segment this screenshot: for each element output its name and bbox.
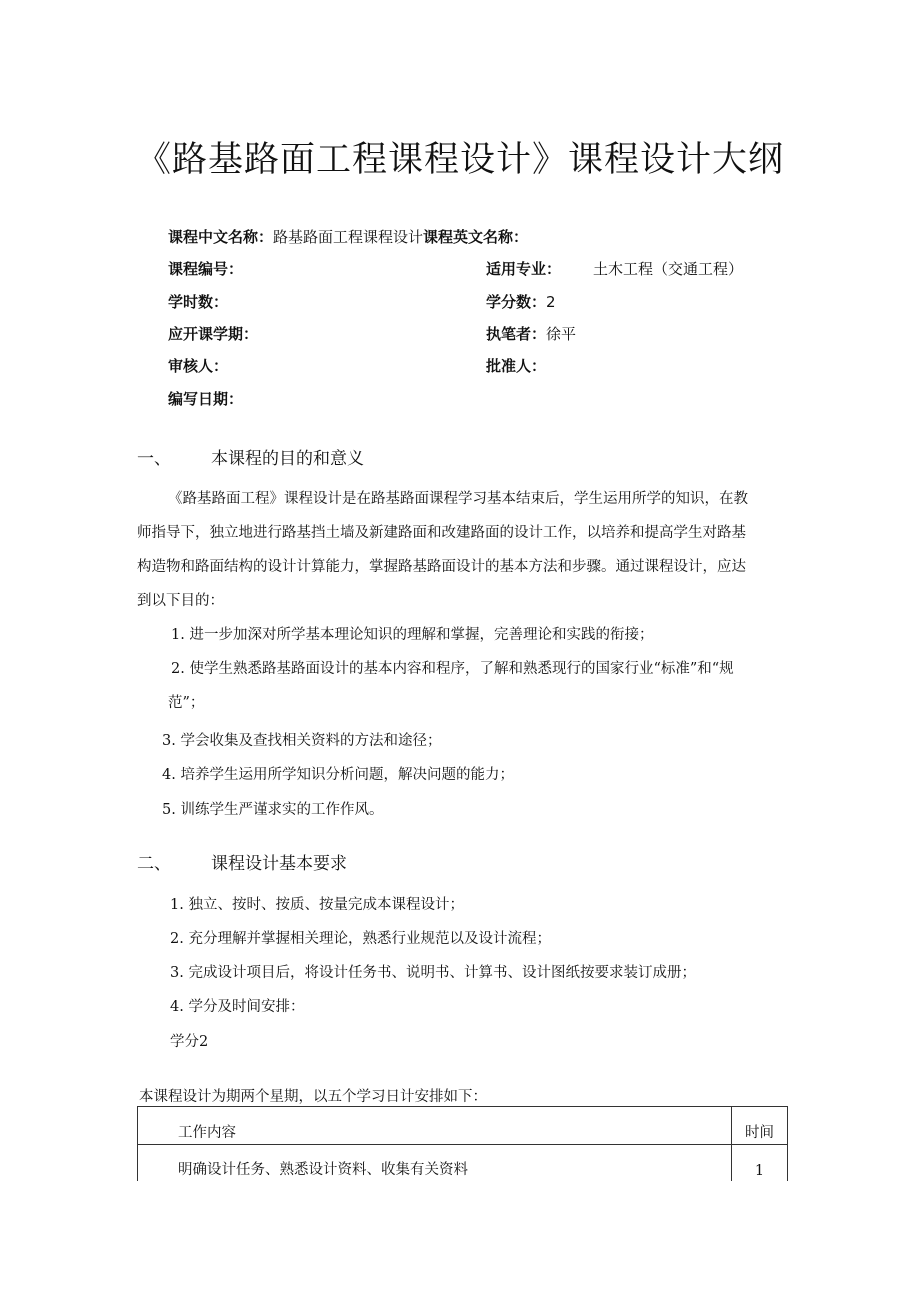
list-item: 5. 训练学生严谨求实的工作作风。 — [162, 802, 384, 818]
table-row — [138, 1145, 788, 1182]
credits-label: 学分数： — [486, 293, 547, 311]
list-item: 4. 学分及时间安排： — [170, 999, 305, 1015]
page-title: 《路基路面工程课程设计》课程设计大纲 — [135, 140, 784, 180]
course-name-row — [168, 226, 528, 247]
major-value: 土木工程（交通工程） — [593, 260, 744, 278]
list-item: 3. 完成设计项目后，将设计任务书、说明书、计算书、设计图纸按要求装订成册； — [170, 965, 696, 981]
paragraph-line: 《路基路面工程》课程设计是在路基路面课程学习基本结束后，学生运用所学的知识，在教 — [168, 491, 748, 507]
list-item: 4. 培养学生运用所学知识分析问题，解决问题的能力； — [162, 767, 514, 783]
credits-note: 学分2 — [170, 1034, 209, 1050]
header-time: 时间 — [732, 1107, 788, 1145]
section2-heading: 课程设计基本要求 — [211, 854, 347, 874]
author-value: 徐平 — [546, 325, 577, 343]
table-header-row — [138, 1107, 788, 1145]
list-item: 1. 独立、按时、按质、按量完成本课程设计； — [170, 897, 464, 913]
section2-number: 二、 — [137, 854, 171, 874]
approver-label: 批准人： — [486, 357, 547, 375]
hours-label: 学时数： — [168, 293, 229, 311]
reviewer-label: 审核人： — [168, 357, 229, 375]
cn-name-label: 课程中文名称： — [168, 228, 274, 246]
author-label: 执笔者： — [486, 325, 547, 343]
code-label: 课程编号： — [168, 260, 244, 278]
section1-number: 一、 — [137, 449, 171, 469]
paragraph-line: 构造物和路面结构的设计计算能力，掌握路基路面设计的基本方法和步骤。通过课程设计，应达 — [137, 559, 746, 575]
en-name-label: 课程英文名称： — [423, 228, 529, 246]
list-item: 范”； — [168, 695, 205, 711]
list-item: 1. 进一步加深对所学基本理论知识的理解和掌握，完善理论和实践的衔接； — [171, 627, 654, 643]
cn-name-value: 路基路面工程课程设计 — [273, 228, 424, 246]
term-label: 应开课学期： — [168, 325, 259, 343]
paragraph-line: 师指导下，独立地进行路基挡土墙及新建路面和改建路面的设计工作，以培养和提高学生对路基 — [137, 525, 746, 541]
list-item: 3. 学会收集及查找相关资料的方法和途径； — [162, 733, 442, 749]
list-item: 2. 使学生熟悉路基路面设计的基本内容和程序，了解和熟悉现行的国家行业“标准”和“规 — [171, 661, 734, 677]
major-label: 适用专业： — [486, 260, 562, 278]
paragraph-line: 到以下目的： — [137, 593, 224, 609]
list-item: 2. 充分理解并掌握相关理论，熟悉行业规范以及设计流程； — [170, 931, 551, 947]
header-content: 工作内容 — [138, 1107, 732, 1145]
credits-value: 2 — [546, 293, 556, 311]
section1-heading: 本课程的目的和意义 — [211, 449, 364, 469]
schedule-table — [137, 1106, 788, 1181]
cell-time: 1 — [732, 1145, 788, 1182]
table-caption: 本课程设计为期两个星期，以五个学习日计安排如下： — [139, 1089, 487, 1105]
date-label: 编写日期： — [168, 390, 244, 408]
cell-content: 明确设计任务、熟悉设计资料、收集有关资料 — [138, 1145, 732, 1182]
